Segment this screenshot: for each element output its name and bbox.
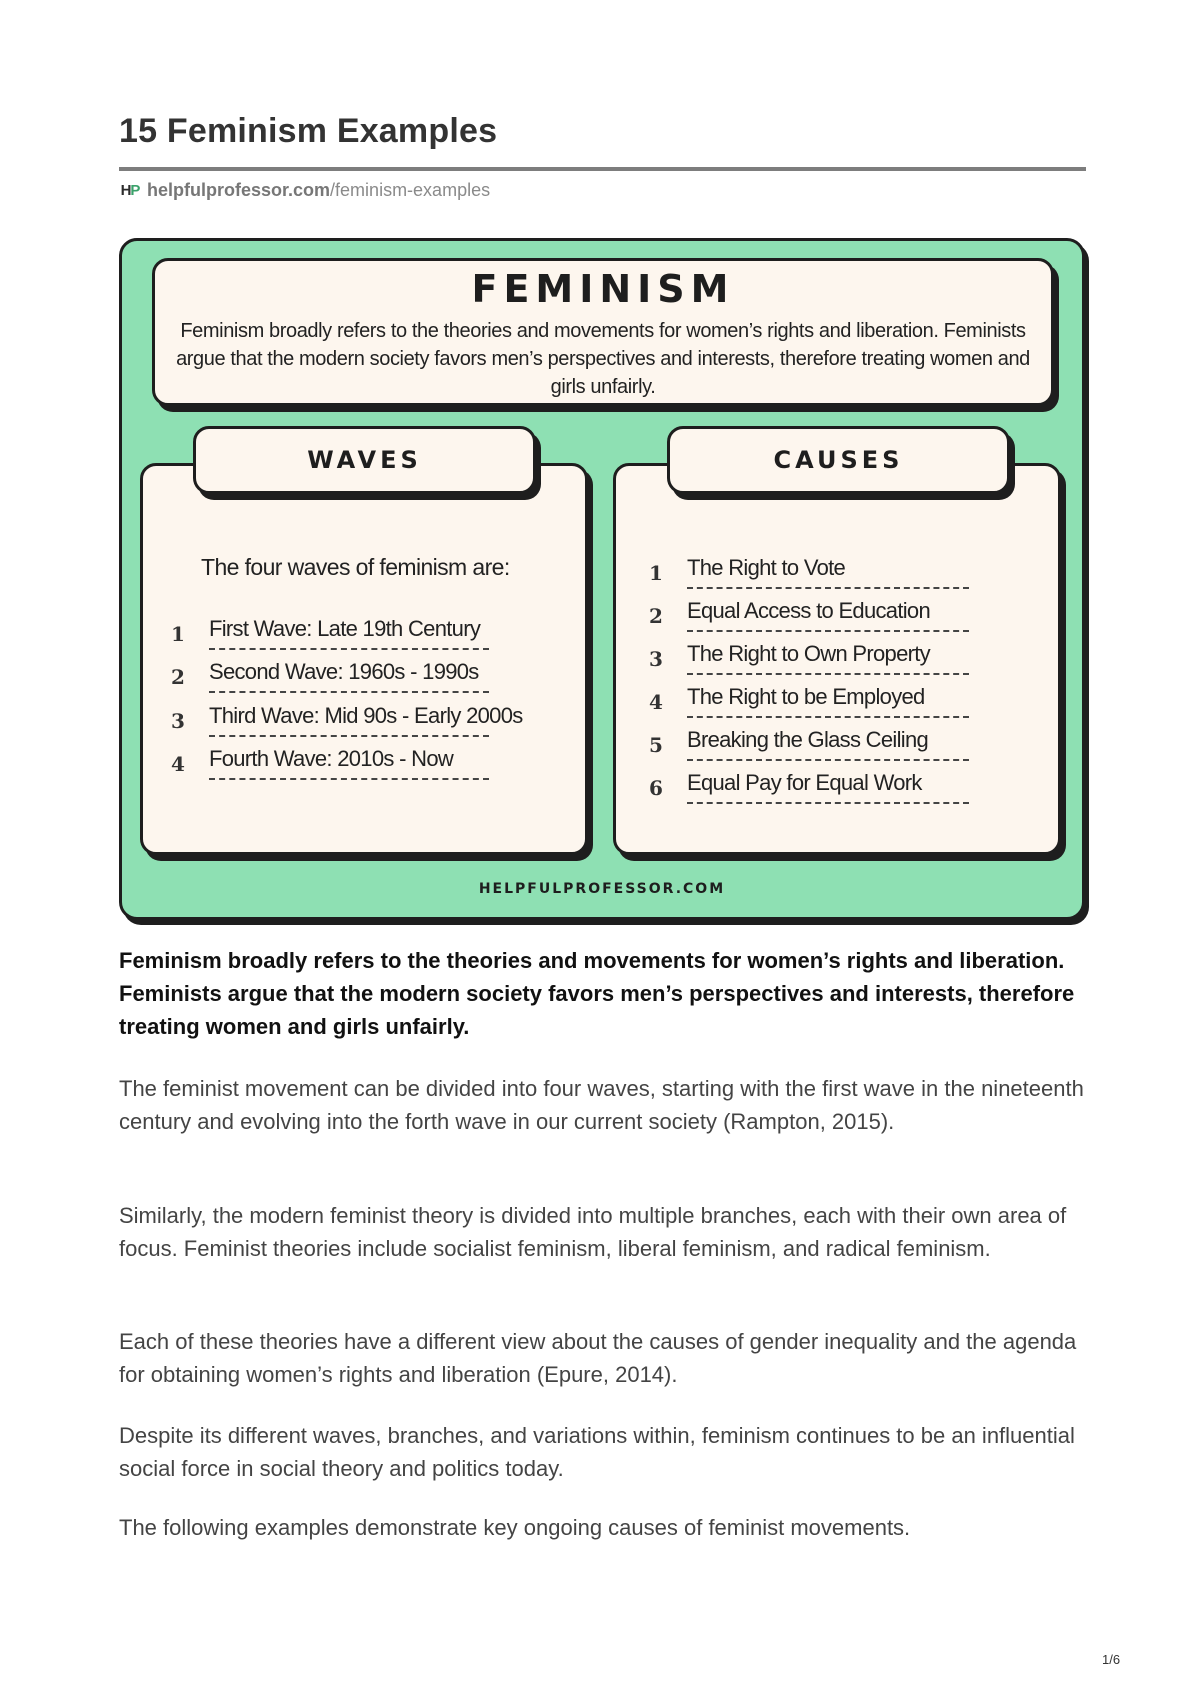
item-number: 2 — [649, 604, 663, 628]
source-path: /feminism-examples — [330, 180, 491, 200]
waves-intro: The four waves of feminism are: — [201, 554, 510, 580]
item-text: Second Wave: 1960s - 1990s — [209, 659, 489, 693]
helpfulprofessor-logo-icon: H P — [120, 182, 140, 199]
intro-card — [152, 258, 1054, 406]
infographic-footer: HELPFULPROFESSOR.COM — [478, 881, 726, 897]
list-item — [649, 761, 979, 804]
paragraph: The following examples demonstrate key ongoing causes of feminist movements. — [119, 1515, 911, 1540]
source-link[interactable] — [147, 180, 490, 201]
waves-heading: WAVES — [307, 446, 422, 474]
item-text: The Right to be Employed — [687, 684, 969, 718]
list-item — [649, 718, 979, 761]
item-text: Equal Pay for Equal Work — [687, 770, 969, 804]
item-text: First Wave: Late 19th Century — [209, 616, 489, 650]
waves-tab — [193, 426, 536, 494]
item-number: 1 — [171, 621, 185, 646]
source-line — [119, 180, 490, 201]
item-number: 2 — [171, 665, 185, 689]
item-number: 3 — [171, 708, 185, 733]
item-text: Third Wave: Mid 90s - Early 2000s — [209, 703, 489, 737]
item-number: 1 — [649, 561, 663, 585]
list-item — [649, 589, 979, 632]
list-item — [649, 675, 979, 718]
item-text: Breaking the Glass Ceiling — [687, 727, 969, 761]
page-number: 1/6 — [1102, 1652, 1121, 1667]
feminism-infographic — [119, 238, 1085, 920]
paragraph: Despite its different waves, branches, and variations within, feminism continues to be an influential social force in social theory and politics today. — [119, 1423, 1075, 1481]
item-text: Equal Access to Education — [687, 598, 969, 632]
item-number: 4 — [171, 752, 185, 776]
page-title: 15 Feminism Examples — [119, 112, 498, 150]
item-number: 3 — [649, 647, 663, 671]
list-item — [649, 546, 979, 589]
list-item — [649, 632, 979, 675]
paragraph: The feminist movement can be divided into four waves, starting with the first wave in the nineteenth century and evolving into the forth wave in our current society (Rampton, 2015). — [119, 1076, 1084, 1134]
list-item — [171, 650, 491, 694]
lead-paragraph: Feminism broadly refers to the theories and movements for women’s rights and liberation. Feminists argue that the modern society favors men’s perspectives and interests, therefore treating women and girls unfairly. — [119, 948, 1075, 1039]
causes-list — [649, 546, 979, 804]
causes-tab — [667, 426, 1010, 494]
item-number: 5 — [649, 733, 663, 757]
list-item — [171, 606, 491, 650]
causes-panel — [613, 463, 1061, 855]
waves-panel — [140, 463, 588, 855]
infographic-heading: FEMINISM — [471, 267, 735, 311]
title-divider — [119, 167, 1086, 171]
item-number: 4 — [649, 690, 663, 714]
item-text: The Right to Own Property — [687, 641, 969, 675]
list-item — [171, 737, 491, 781]
waves-list — [171, 606, 523, 780]
item-text: The Right to Vote — [687, 555, 969, 589]
infographic-intro: Feminism broadly refers to the theories and movements for women’s rights and liberation. Feminists argue that the modern society favors men’s perspectives and interests, therefore treating women and girls unfairly. — [176, 320, 1030, 398]
paragraph: Each of these theories have a different view about the causes of gender inequality and the agenda for obtaining women’s rights and liberation (Epure, 2014). — [119, 1329, 1077, 1387]
item-number: 6 — [649, 776, 663, 800]
list-item — [171, 693, 523, 737]
item-text: Fourth Wave: 2010s - Now — [209, 746, 489, 780]
paragraph: Similarly, the modern feminist theory is divided into multiple branches, each with their own area of focus. Feminist theories include socialist feminism, liberal feminism, and radical feminism. — [119, 1203, 1067, 1261]
source-domain: helpfulprofessor.com — [147, 180, 331, 200]
causes-heading: CAUSES — [773, 446, 904, 474]
